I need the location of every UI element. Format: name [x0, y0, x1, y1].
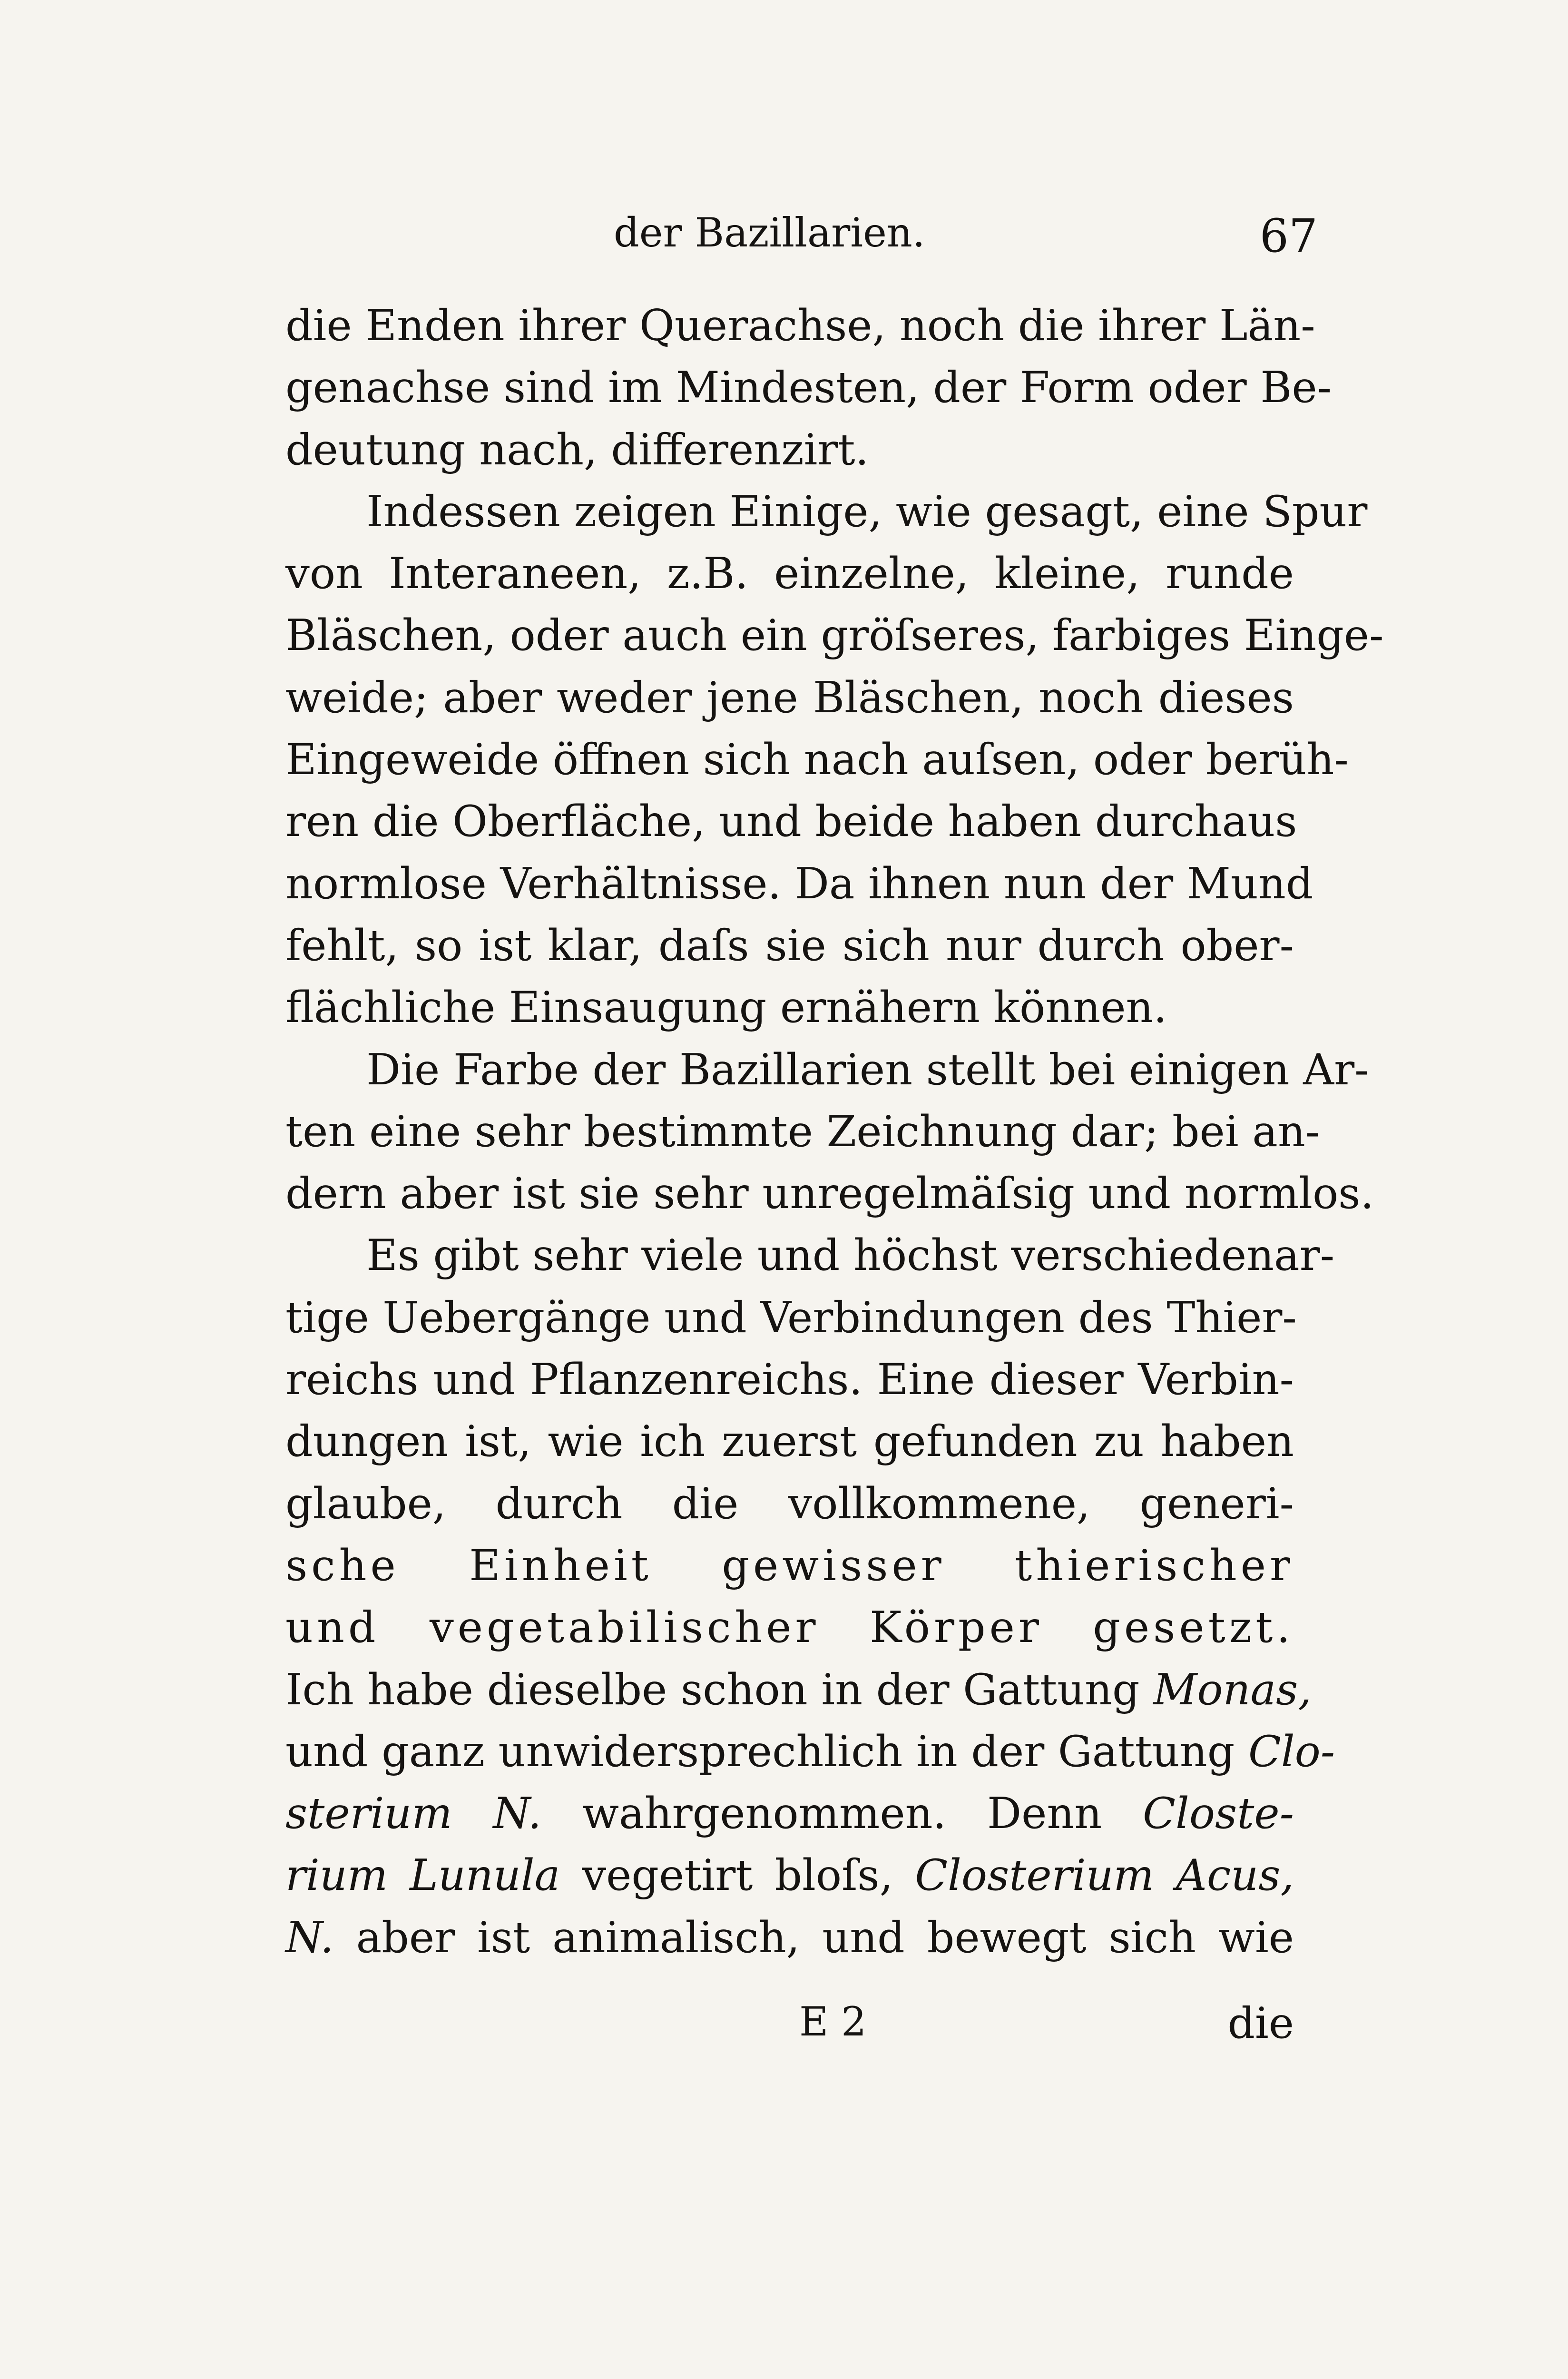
text-line: dungen ist, wie ich zuerst gefunden zu haben [285, 1416, 1294, 1467]
page-header [614, 209, 1318, 262]
text-line [285, 1721, 1335, 1783]
page-footer [285, 1998, 1294, 2051]
signature-mark: E 2 [799, 1998, 867, 2045]
text-line: von Interaneen, z.B. einzelne, kleine, runde [285, 549, 1294, 599]
text-segment: aber ist animalisch, und bewegt sich wie [356, 1912, 1294, 1963]
taxon-name: Monas, [1153, 1664, 1312, 1715]
body-text [285, 295, 1384, 1969]
text-line [285, 1907, 1294, 1969]
text-line: tige Uebergänge und Verbindungen des Thier- [285, 1292, 1297, 1343]
running-head: der Bazillarien. [614, 209, 925, 256]
text-line: normlose Verhältnisse. Da ihnen nun der Mund [285, 858, 1313, 909]
text-line: Eingeweide öffnen sich nach auſsen, oder berüh- [285, 735, 1349, 785]
text-line: weide; aber weder jene Bläschen, noch dieses [285, 672, 1294, 723]
text-line [285, 1845, 1294, 1907]
taxon-name: sterium N. [285, 1789, 542, 1839]
text-line: Es gibt sehr viele und höchst verschiedenar- [366, 1230, 1335, 1281]
catchword: die [1227, 1998, 1294, 2048]
text-line: Bläschen, oder auch ein gröſseres, farbiges Einge- [285, 610, 1384, 661]
text-line: genachse sind im Mindesten, der Form oder Be- [285, 363, 1332, 413]
taxon-name: rium Lunula [285, 1850, 560, 1901]
text-line: und vegetabilischer Körper gesetzt. [285, 1602, 1294, 1653]
taxon-name: Closterium Acus, [915, 1850, 1294, 1901]
text-line: Die Farbe der Bazillarien stellt bei einigen Ar- [366, 1044, 1369, 1095]
page-number: 67 [1259, 209, 1318, 263]
text-line: ren die Oberfläche, und beide haben durchaus [285, 796, 1297, 847]
text-line: sche Einheit gewisser thierischer [285, 1540, 1294, 1591]
taxon-name: Closte- [1143, 1789, 1294, 1839]
text-segment: Ich habe dieselbe schon in der Gattung [285, 1664, 1140, 1715]
text-segment: und ganz unwidersprechlich in der Gattung [285, 1726, 1235, 1777]
text-line: fehlt, so ist klar, daſs sie sich nur durch ober- [285, 920, 1294, 971]
text-segment: Denn [987, 1789, 1102, 1839]
text-line: reichs und Pflanzenreichs. Eine dieser Verbin- [285, 1355, 1294, 1405]
text-line [285, 1659, 1312, 1721]
text-line: deutung nach, differenzirt. [285, 424, 869, 475]
text-line: glaube, durch die vollkommene, generi- [285, 1478, 1294, 1529]
text-line: Indessen zeigen Einige, wie gesagt, eine Spur [366, 486, 1368, 537]
text-line [285, 1783, 1294, 1845]
text-line: flächliche Einsaugung ernähern können. [285, 983, 1167, 1033]
text-segment: wahrgenommen. [582, 1789, 947, 1839]
text-line: die Enden ihrer Querachse, noch die ihrer Län- [285, 301, 1315, 351]
text-segment: vegetirt bloſs, [582, 1850, 893, 1901]
text-line: dern aber ist sie sehr unregelmäſsig und normlos. [285, 1169, 1374, 1219]
text-line: ten eine sehr bestimmte Zeichnung dar; bei an- [285, 1106, 1320, 1157]
taxon-name: N. [285, 1912, 334, 1963]
taxon-name: Clo- [1248, 1726, 1335, 1777]
